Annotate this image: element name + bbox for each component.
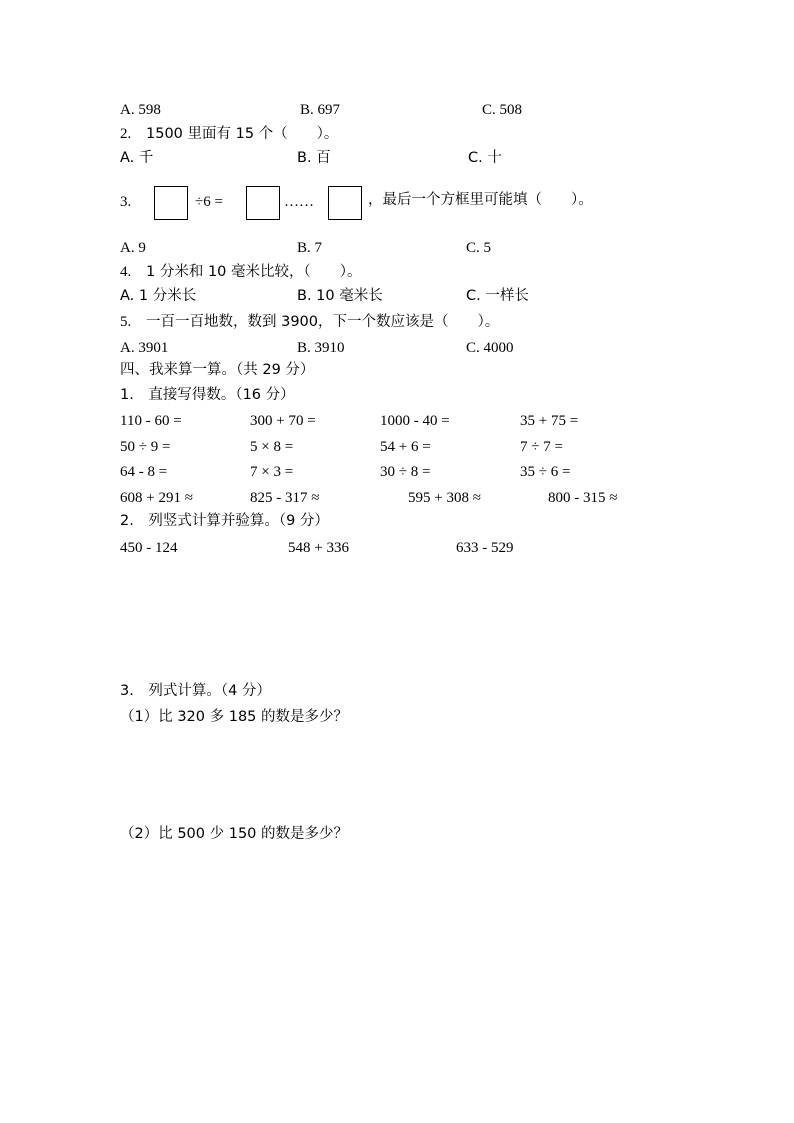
vertical-calc-item: 548 + 336 xyxy=(288,540,349,556)
part3-q1-line xyxy=(0,707,794,729)
calc-item: 608 + 291 ≈ xyxy=(120,490,193,506)
calc-item: 825 - 317 ≈ xyxy=(250,490,320,506)
part1-row-2 xyxy=(0,437,794,459)
q3-remainder-box[interactable] xyxy=(328,186,362,220)
q1-option-a: A. 598 xyxy=(120,102,161,118)
part3-question-1: （1）比 320 多 185 的数是多少？ xyxy=(120,709,349,725)
q1-option-c: C. 508 xyxy=(482,102,523,118)
calc-item: 35 ÷ 6 = xyxy=(520,464,571,480)
q3-number: 3. xyxy=(120,194,132,210)
calc-item: 35 + 75 = xyxy=(520,413,579,429)
q4-option-b: B. 10 毫米长 xyxy=(297,288,383,304)
calc-item: 30 ÷ 8 = xyxy=(380,464,431,480)
part3-heading-line xyxy=(0,681,794,703)
q5-stem-line xyxy=(0,312,794,334)
calc-item: 64 - 8 = xyxy=(120,464,168,480)
q2-options xyxy=(0,148,794,170)
q2-option-b: B. 百 xyxy=(297,150,331,166)
calc-item: 1000 - 40 = xyxy=(380,413,450,429)
q3-quotient-box[interactable] xyxy=(246,186,280,220)
q3-option-c: C. 5 xyxy=(466,240,492,256)
calc-item: 7 × 3 = xyxy=(250,464,294,480)
part1-row-3 xyxy=(0,462,794,484)
section-4-title: 四、我来算一算。（共 29 分） xyxy=(120,362,315,378)
section-4-title-line xyxy=(0,360,794,382)
part2-items xyxy=(0,538,794,560)
part1-row-4 xyxy=(0,488,794,510)
calc-item: 110 - 60 = xyxy=(120,413,182,429)
part1-heading-line xyxy=(0,385,794,407)
q5-number: 5. xyxy=(120,314,132,330)
q5-option-b: B. 3910 xyxy=(297,340,345,356)
q4-option-a: A. 1 分米长 xyxy=(120,288,197,304)
q3-options xyxy=(0,238,794,260)
calc-item: 5 × 8 = xyxy=(250,439,294,455)
q5-option-c: C. 4000 xyxy=(466,340,514,356)
q4-stem: 1 分米和 10 毫米比较，（ ）。 xyxy=(146,264,362,280)
calc-item: 7 ÷ 7 = xyxy=(520,439,563,455)
q3-stem-tail: ，最后一个方框里可能填（ ）。 xyxy=(368,192,593,208)
q1-options xyxy=(0,100,794,122)
part2-heading: 2. 列竖式计算并验算。（9 分） xyxy=(120,513,329,529)
calc-item: 595 + 308 ≈ xyxy=(408,490,481,506)
q4-options xyxy=(0,286,794,308)
calc-item: 800 - 315 ≈ xyxy=(548,490,618,506)
q4-option-c: C. 一样长 xyxy=(466,288,529,304)
q3-dividend-box[interactable] xyxy=(154,186,188,220)
calc-item: 54 + 6 = xyxy=(380,439,431,455)
q5-stem: 一百一百地数，数到 3900，下一个数应该是（ ）。 xyxy=(146,314,500,330)
part2-heading-line xyxy=(0,511,794,533)
part3-heading: 3. 列式计算。（4 分） xyxy=(120,683,271,699)
part1-row-1 xyxy=(0,411,794,433)
part3-question-2: （2）比 500 少 150 的数是多少？ xyxy=(120,826,349,842)
q2-option-c: C. 十 xyxy=(468,150,502,166)
q5-option-a: A. 3901 xyxy=(120,340,169,356)
q2-option-a: A. 千 xyxy=(120,150,154,166)
calc-item: 300 + 70 = xyxy=(250,413,316,429)
q4-stem-line xyxy=(0,262,794,284)
q3-option-a: A. 9 xyxy=(120,240,146,256)
vertical-calc-item: 450 - 124 xyxy=(120,540,178,556)
q2-number: 2. xyxy=(120,126,132,142)
q2-stem-line xyxy=(0,124,794,146)
q3-remainder-dots: …… xyxy=(284,194,314,210)
calc-item: 50 ÷ 9 = xyxy=(120,439,171,455)
part1-heading: 1. 直接写得数。（16 分） xyxy=(120,387,295,403)
q3-divide-six: ÷6 = xyxy=(195,194,223,210)
q2-stem: 1500 里面有 15 个（ ）。 xyxy=(146,126,339,142)
q4-number: 4. xyxy=(120,264,132,280)
q3-option-b: B. 7 xyxy=(297,240,323,256)
q5-options xyxy=(0,338,794,360)
part3-q2-line xyxy=(0,824,794,846)
q1-option-b: B. 697 xyxy=(300,102,341,118)
vertical-calc-item: 633 - 529 xyxy=(456,540,514,556)
